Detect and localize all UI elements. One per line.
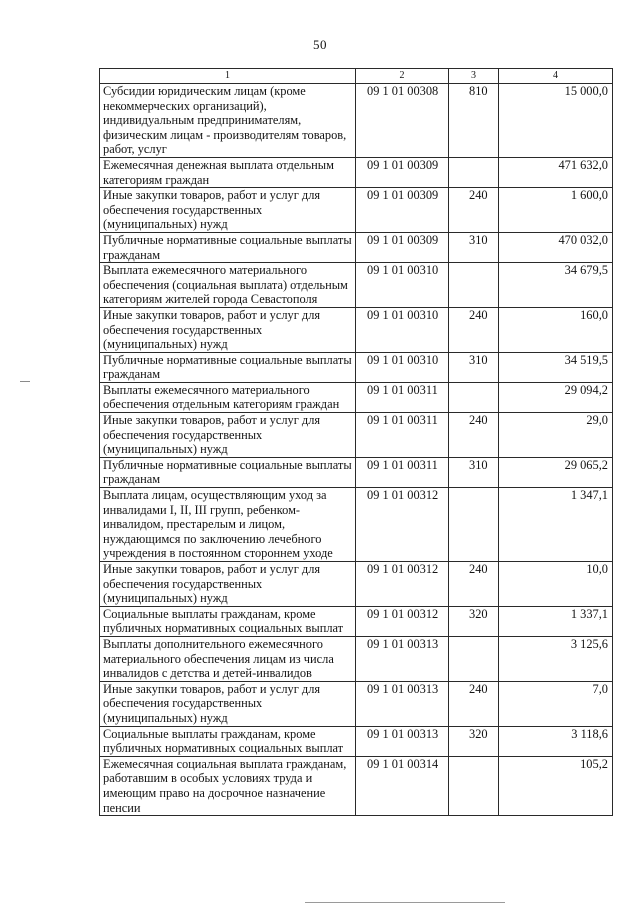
column-header-code: 2 — [356, 69, 449, 84]
row-code: 09 1 01 00309 — [356, 232, 449, 262]
row-code: 09 1 01 00309 — [356, 157, 449, 187]
row-type: 240 — [449, 413, 499, 458]
row-sum: 471 632,0 — [499, 157, 613, 187]
row-name: Ежемесячная денежная выплата отдельным категориям граждан — [100, 157, 356, 187]
row-type — [449, 382, 499, 412]
row-type — [449, 488, 499, 562]
row-code: 09 1 01 00311 — [356, 413, 449, 458]
table-row — [100, 681, 613, 726]
column-header-name: 1 — [100, 69, 356, 84]
row-type — [449, 157, 499, 187]
row-sum: 34 519,5 — [499, 352, 613, 382]
row-code: 09 1 01 00312 — [356, 562, 449, 607]
row-sum: 3 125,6 — [499, 636, 613, 681]
row-type: 240 — [449, 188, 499, 233]
row-name: Социальные выплаты гражданам, кроме публичных нормативных социальных выплат — [100, 606, 356, 636]
row-type — [449, 636, 499, 681]
page-number: 50 — [313, 37, 327, 52]
row-name: Иные закупки товаров, работ и услуг для обеспечения государственных (муниципальных) нужд — [100, 188, 356, 233]
row-type: 310 — [449, 457, 499, 487]
table-row — [100, 457, 613, 487]
row-code: 09 1 01 00309 — [356, 188, 449, 233]
table-row — [100, 352, 613, 382]
row-name: Выплата лицам, осуществляющим уход за инвалидами I, II, III групп, ребенком-инвалидом, престарелым и лицом, нуждающимся по заключению лечебного учреждения в постоянном стороннем уходе — [100, 488, 356, 562]
row-code: 09 1 01 00313 — [356, 681, 449, 726]
row-code: 09 1 01 00310 — [356, 352, 449, 382]
table-row — [100, 188, 613, 233]
row-name: Выплаты ежемесячного материального обеспечения отдельным категориям граждан — [100, 382, 356, 412]
table-row — [100, 263, 613, 308]
table-row — [100, 606, 613, 636]
table-row — [100, 232, 613, 262]
row-name: Выплата ежемесячного материального обеспечения (социальная выплата) отдельным категориям жителей города Севастополя — [100, 263, 356, 308]
row-type — [449, 756, 499, 815]
row-code: 09 1 01 00313 — [356, 636, 449, 681]
table-header-row — [100, 69, 613, 84]
row-code: 09 1 01 00313 — [356, 726, 449, 756]
row-type: 310 — [449, 232, 499, 262]
row-type: 240 — [449, 562, 499, 607]
row-code: 09 1 01 00310 — [356, 263, 449, 308]
budget-table — [99, 68, 613, 816]
row-name: Ежемесячная социальная выплата гражданам, работавшим в особых условиях труда и имеющим право на досрочное назначение пенсии — [100, 756, 356, 815]
row-name: Иные закупки товаров, работ и услуг для обеспечения государственных (муниципальных) нужд — [100, 681, 356, 726]
table-row — [100, 413, 613, 458]
row-type: 310 — [449, 352, 499, 382]
row-name: Публичные нормативные социальные выплаты гражданам — [100, 457, 356, 487]
row-name: Иные закупки товаров, работ и услуг для обеспечения государственных (муниципальных) нужд — [100, 562, 356, 607]
table-row — [100, 157, 613, 187]
row-code: 09 1 01 00311 — [356, 382, 449, 412]
row-sum: 34 679,5 — [499, 263, 613, 308]
row-sum: 1 337,1 — [499, 606, 613, 636]
row-type: 320 — [449, 606, 499, 636]
table-row — [100, 84, 613, 158]
table-row — [100, 726, 613, 756]
row-code: 09 1 01 00312 — [356, 606, 449, 636]
row-sum: 1 347,1 — [499, 488, 613, 562]
row-code: 09 1 01 00312 — [356, 488, 449, 562]
row-sum: 29 094,2 — [499, 382, 613, 412]
row-type: 240 — [449, 307, 499, 352]
row-sum: 470 032,0 — [499, 232, 613, 262]
column-header-type: 3 — [449, 69, 499, 84]
table-row — [100, 756, 613, 815]
column-header-sum: 4 — [499, 69, 613, 84]
row-code: 09 1 01 00311 — [356, 457, 449, 487]
row-name: Иные закупки товаров, работ и услуг для обеспечения государственных (муниципальных) нужд — [100, 413, 356, 458]
row-sum: 160,0 — [499, 307, 613, 352]
row-sum: 29 065,2 — [499, 457, 613, 487]
footer-line — [305, 902, 505, 903]
table-row — [100, 636, 613, 681]
row-code: 09 1 01 00310 — [356, 307, 449, 352]
row-name: Иные закупки товаров, работ и услуг для обеспечения государственных (муниципальных) нужд — [100, 307, 356, 352]
row-sum: 10,0 — [499, 562, 613, 607]
row-type: 810 — [449, 84, 499, 158]
row-type: 240 — [449, 681, 499, 726]
row-sum: 15 000,0 — [499, 84, 613, 158]
row-code: 09 1 01 00308 — [356, 84, 449, 158]
row-sum: 29,0 — [499, 413, 613, 458]
row-type: 320 — [449, 726, 499, 756]
row-code: 09 1 01 00314 — [356, 756, 449, 815]
row-name: Публичные нормативные социальные выплаты гражданам — [100, 232, 356, 262]
row-sum: 7,0 — [499, 681, 613, 726]
row-name: Субсидии юридическим лицам (кроме некоммерческих организаций), индивидуальным предпринимателям, физическим лицам - производителям товаров, работ, услуг — [100, 84, 356, 158]
row-sum: 105,2 — [499, 756, 613, 815]
row-name: Публичные нормативные социальные выплаты гражданам — [100, 352, 356, 382]
table-row — [100, 382, 613, 412]
row-type — [449, 263, 499, 308]
margin-mark — [20, 381, 30, 382]
table-row — [100, 562, 613, 607]
row-sum: 1 600,0 — [499, 188, 613, 233]
row-name: Выплаты дополнительного ежемесячного материального обеспечения лицам из числа инвалидов с детства и детей-инвалидов — [100, 636, 356, 681]
row-sum: 3 118,6 — [499, 726, 613, 756]
row-name: Социальные выплаты гражданам, кроме публичных нормативных социальных выплат — [100, 726, 356, 756]
table-row — [100, 307, 613, 352]
table-row — [100, 488, 613, 562]
